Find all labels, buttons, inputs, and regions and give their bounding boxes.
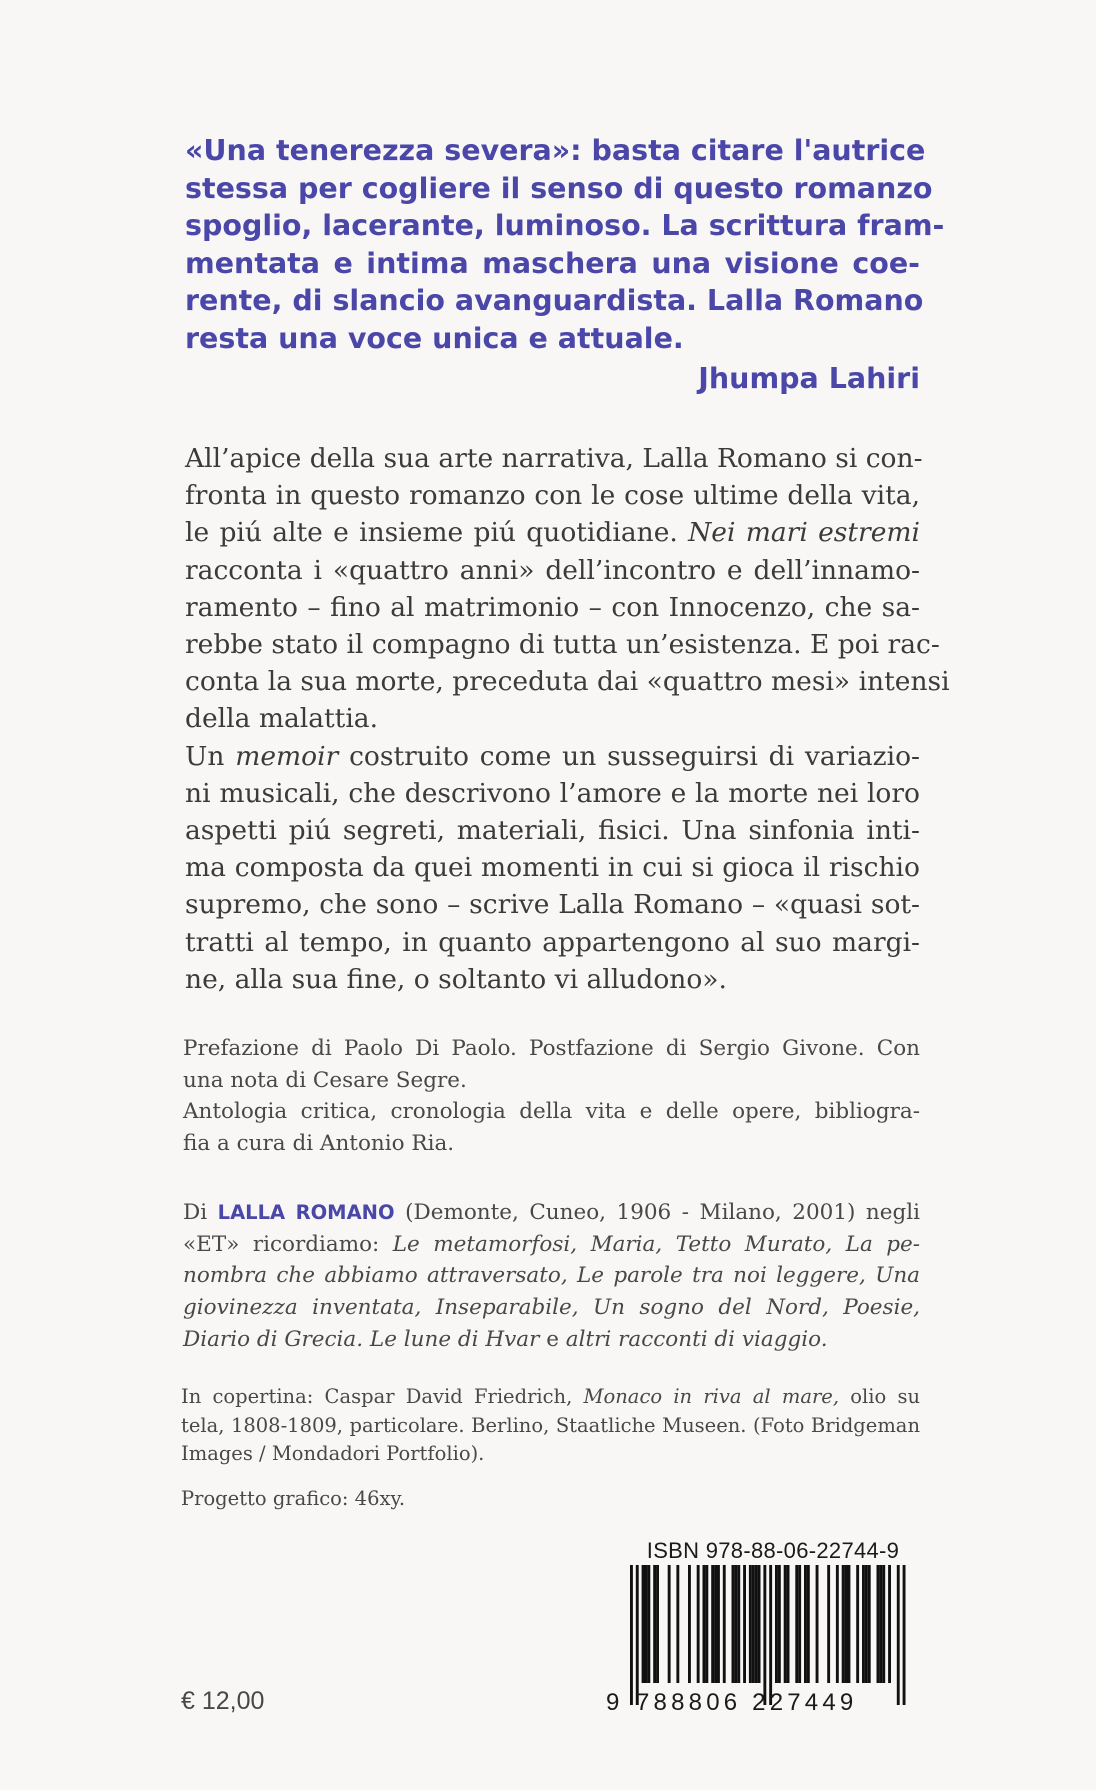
graphic-design-credit: Progetto grafico: 46xy. — [181, 1487, 406, 1510]
painting-title: Monaco in riva al mare, — [583, 1385, 840, 1408]
barcode-bar — [723, 1565, 726, 1683]
barcode-bars — [630, 1565, 920, 1705]
barcode-bar — [827, 1565, 830, 1683]
barcode-bar — [856, 1565, 859, 1683]
barcode — [630, 1565, 920, 1705]
barcode-bar — [877, 1565, 880, 1683]
barcode-bar — [845, 1565, 848, 1683]
barcode-bar — [798, 1565, 801, 1683]
author-text: e — [546, 1326, 559, 1352]
synopsis-line: tratti al tempo, in quanto appartengono al suo margi- — [185, 926, 920, 958]
barcode-bar — [763, 1565, 766, 1705]
barcode-bar — [743, 1565, 746, 1683]
barcode-bar — [703, 1565, 706, 1683]
credits-line — [181, 1383, 920, 1412]
ean-digits: 788806 227449 — [636, 1689, 858, 1716]
barcode-bar — [755, 1565, 758, 1683]
synopsis-line — [185, 738, 920, 775]
barcode-bar — [888, 1565, 891, 1683]
barcode-bar — [784, 1565, 787, 1683]
synopsis-line: rebbe stato il compagno di tutta un’esistenza. E poi rac- — [185, 629, 940, 661]
barcode-bar — [804, 1565, 807, 1683]
synopsis-line — [185, 514, 920, 551]
author-line — [183, 1197, 920, 1229]
quote-line: «Una tenerezza severa»: basta citare l'autrice — [185, 134, 926, 167]
memoir-word: memoir — [235, 740, 339, 772]
isbn-label: ISBN 978-88-06-22744-9 — [646, 1538, 900, 1563]
synopsis-line: conta la sua morte, preceduta dai «quattro mesi» intensi — [185, 666, 950, 698]
barcode-bar — [749, 1565, 752, 1683]
works-list: giovinezza inventata, Inseparabile, Un sogno del Nord, Poesie, — [183, 1295, 920, 1321]
author-bio — [183, 1197, 920, 1356]
barcode-bar — [842, 1565, 845, 1683]
prefazione-line: Prefazione di Paolo Di Paolo. Postfazione di Sergio Givone. Con — [183, 1036, 920, 1061]
synopsis-line: ma composta da quei momenti in cui si gioca il rischio — [185, 852, 920, 884]
works-list: altri racconti di viaggio. — [565, 1326, 828, 1352]
works-list: Diario di Grecia. Le lune di Hvar — [183, 1326, 540, 1352]
barcode-bar — [645, 1565, 648, 1683]
blurb-quote — [185, 132, 945, 397]
quote-line: spoglio, lacerante, luminoso. La scrittura fram- — [185, 209, 945, 243]
barcode-bar — [676, 1565, 679, 1683]
barcode-bar — [653, 1565, 656, 1683]
prefazione-line: Antologia critica, cronologia della vita e delle opere, bibliogra- — [183, 1099, 920, 1125]
barcode-bar — [734, 1565, 737, 1683]
barcode-bar — [787, 1565, 790, 1683]
works-list: Le metamorfosi, Maria, Tetto Murato, La pe- — [392, 1231, 920, 1257]
quote-line: rente, di slancio avanguardista. Lalla Romano — [185, 284, 924, 318]
barcode-bar — [705, 1565, 708, 1683]
barcode-bar — [882, 1565, 885, 1683]
barcode-bar — [656, 1565, 659, 1683]
prefazione-line: fia a cura di Antonio Ria. — [183, 1131, 455, 1157]
cover-credits — [181, 1383, 920, 1469]
author-text: «ET» ricordiamo: — [183, 1231, 380, 1257]
barcode-bar — [879, 1565, 882, 1683]
synopsis-line: ne, alla sua fine, o soltanto vi alludono». — [185, 963, 727, 995]
author-line — [183, 1324, 920, 1356]
synopsis-line: fronta in questo romanzo con le cose ultime della vita, — [185, 480, 920, 512]
works-list: nombra che abbiamo attraversato, Le parole tra noi leggere, Una — [183, 1263, 920, 1289]
synopsis-line: supremo, che sono – scrive Lalla Romano – «quasi sot- — [185, 889, 920, 921]
prefazione-note — [183, 1033, 920, 1160]
credits-text: In copertina: Caspar David Friedrich, — [181, 1385, 573, 1408]
barcode-bar — [717, 1565, 720, 1683]
barcode-bar — [630, 1565, 633, 1705]
barcode-bar — [711, 1565, 714, 1683]
credits-line: tela, 1808-1809, particolare. Berlino, Staatliche Museen. (Foto Bridgeman — [181, 1413, 920, 1437]
barcode-bar — [647, 1565, 650, 1683]
barcode-bar — [758, 1565, 761, 1683]
barcode-bar — [636, 1565, 639, 1705]
barcode-bar — [732, 1565, 735, 1683]
quote-line: stessa per cogliere il senso di questo romanzo — [185, 171, 933, 205]
barcode-bar — [688, 1565, 691, 1683]
barcode-bar — [816, 1565, 819, 1683]
barcode-bar — [668, 1565, 671, 1683]
author-line — [183, 1229, 920, 1261]
barcode-bar — [775, 1565, 778, 1683]
synopsis-text: costruito come un susseguirsi di variazio- — [349, 740, 920, 772]
synopsis-line: racconta i «quattro anni» dell’incontro e dell’innamo- — [185, 554, 920, 586]
synopsis-line: ramento – fino al matrimonio – con Innocenzo, che sa- — [185, 591, 920, 623]
synopsis-text: Un — [185, 740, 225, 772]
ean-first-digit: 9 — [606, 1689, 620, 1716]
barcode-bar — [714, 1565, 717, 1683]
barcode-bar — [778, 1565, 781, 1683]
barcode-bar — [903, 1565, 906, 1705]
credits-text: olio su — [850, 1385, 921, 1408]
quote-attribution: Jhumpa Lahiri — [698, 361, 920, 395]
synopsis-line: All’apice della sua arte narrativa, Lalla Romano si con- — [185, 443, 923, 474]
prefazione-line: una nota di Cesare Segre. — [183, 1067, 467, 1093]
price: € 12,00 — [181, 1687, 265, 1715]
author-text: Di — [183, 1200, 208, 1225]
barcode-bar — [642, 1565, 645, 1683]
barcode-bar — [807, 1565, 810, 1683]
barcode-bar — [737, 1565, 740, 1683]
book-title: Nei mari estremi — [688, 517, 920, 549]
credits-line: Images / Mondadori Portfolio). — [181, 1442, 485, 1465]
barcode-bar — [865, 1565, 868, 1683]
barcode-bar — [862, 1565, 865, 1683]
author-name: LALLA ROMANO — [217, 1201, 395, 1224]
barcode-bar — [752, 1565, 755, 1683]
barcode-bar — [697, 1565, 700, 1683]
synopsis-line: aspetti piú segreti, materiali, fisici. Una sinfonia inti- — [185, 815, 920, 847]
barcode-bar — [897, 1565, 900, 1705]
quote-line: resta una voce unica e attuale. — [185, 321, 684, 355]
barcode-bar — [848, 1565, 851, 1683]
author-text: (Demonte, Cuneo, 1906 - Milano, 2001) negli — [405, 1200, 920, 1225]
quote-line: mentata e intima maschera una visione coe- — [185, 246, 920, 280]
synopsis-text: le piú alte e insieme piú quotidiane. — [185, 517, 678, 549]
synopsis — [185, 440, 950, 998]
synopsis-line: ni musicali, che descrivono l’amore e la morte nei loro — [185, 777, 920, 809]
barcode-bar — [769, 1565, 772, 1705]
barcode-bar — [868, 1565, 871, 1683]
synopsis-line: della malattia. — [185, 703, 379, 735]
barcode-bar — [795, 1565, 798, 1683]
barcode-bar — [836, 1565, 839, 1683]
